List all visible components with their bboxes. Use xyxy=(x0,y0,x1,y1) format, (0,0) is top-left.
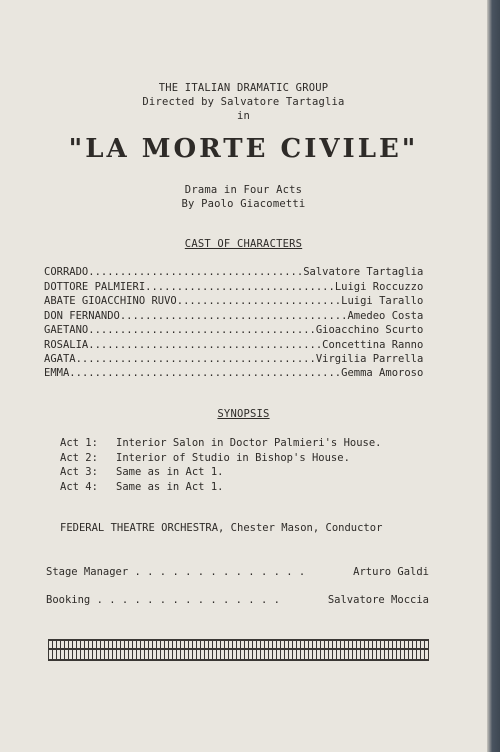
cast-role: EMMA xyxy=(44,367,70,379)
play-subtitle: Drama in Four Acts xyxy=(184,184,303,196)
act-label: Act 2: xyxy=(60,452,98,464)
synopsis-heading: SYNOPSIS xyxy=(217,408,270,420)
cast-actor: Luigi Roccuzzo xyxy=(334,281,424,293)
act-label: Act 4: xyxy=(60,481,98,493)
cast-row xyxy=(44,353,426,365)
cast-actor: Amedeo Costa xyxy=(347,310,424,322)
cast-row xyxy=(44,324,426,336)
cast-heading: CAST OF CHARACTERS xyxy=(184,238,303,250)
act-description: Interior of Studio in Bishop's House. xyxy=(116,452,350,464)
act-description: Interior Salon in Doctor Palmieri's House. xyxy=(116,437,382,449)
dot-leader: .................................... xyxy=(88,324,316,336)
cast-actor: Virgilia Parrella xyxy=(315,353,424,365)
cast-actor: Luigi Tarallo xyxy=(341,295,424,307)
dot-leader: ........................................... xyxy=(69,367,342,379)
cast-row xyxy=(44,310,426,322)
cast-row xyxy=(44,281,426,293)
dot-leader: .......................... xyxy=(176,295,342,307)
act-label: Act 1: xyxy=(60,437,98,449)
dot-leader: .................................. xyxy=(88,266,304,278)
cast-row xyxy=(44,339,426,351)
cast-role: ROSALIA xyxy=(44,339,89,351)
act-label: Act 3: xyxy=(60,466,98,478)
cast-role: DON FERNANDO xyxy=(44,310,120,322)
play-title: "LA MORTE CIVILE" xyxy=(68,134,419,164)
orchestra-credit: FEDERAL THEATRE ORCHESTRA, Chester Mason, Conductor xyxy=(60,522,383,534)
dot-leader: ..................................... xyxy=(88,339,323,351)
cast-role: ABATE GIOACCHINO RUVO xyxy=(44,295,177,307)
cast-row xyxy=(44,367,426,379)
credit-name: Salvatore Moccia xyxy=(327,594,429,606)
credit-row xyxy=(46,566,429,578)
cast-actor: Gioacchino Scurto xyxy=(315,324,424,336)
decorative-border xyxy=(48,639,429,661)
cast-role: AGATA xyxy=(44,353,76,365)
cast-actor: Salvatore Tartaglia xyxy=(303,266,424,278)
dot-leader: .............................. xyxy=(145,281,335,293)
credit-label: Booking xyxy=(46,594,91,606)
dot-leader: ...................................... xyxy=(75,353,316,365)
page-edge xyxy=(487,0,500,752)
cast-role: CORRADO xyxy=(44,266,89,278)
dot-leader: .................................... xyxy=(119,310,348,322)
credit-label: Stage Manager xyxy=(46,566,129,578)
dot-leader: . . . . . . . . . . . . . . xyxy=(128,566,312,578)
play-author: By Paolo Giacometti xyxy=(181,198,306,210)
act-description: Same as in Act 1. xyxy=(116,481,224,493)
act-description: Same as in Act 1. xyxy=(116,466,224,478)
credit-row xyxy=(46,594,429,606)
cast-row xyxy=(44,295,426,307)
cast-role: GAETANO xyxy=(44,324,89,336)
cast-role: DOTTORE PALMIERI xyxy=(44,281,146,293)
director-line: Directed by Salvatore Tartaglia xyxy=(142,96,345,108)
in-line: in xyxy=(236,110,251,122)
cast-row xyxy=(44,266,426,278)
credit-name: Arturo Galdi xyxy=(353,566,429,578)
dot-leader: . . . . . . . . . . . . . . . xyxy=(90,594,287,606)
cast-actor: Gemma Amoroso xyxy=(341,367,424,379)
group-name: THE ITALIAN DRAMATIC GROUP xyxy=(158,82,329,94)
cast-actor: Concettina Ranno xyxy=(322,339,424,351)
